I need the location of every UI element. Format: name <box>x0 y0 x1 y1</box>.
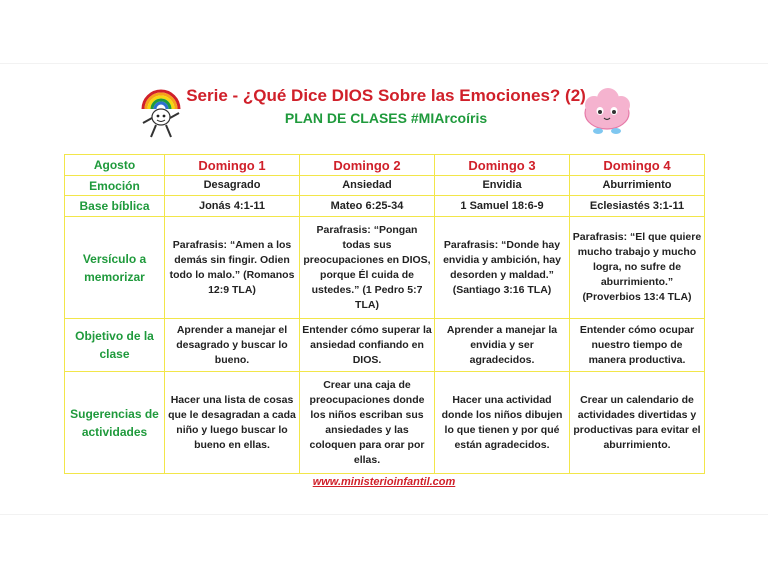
table-cell: Mateo 6:25-34 <box>300 196 435 217</box>
row-label: Versículo a memorizar <box>65 217 165 319</box>
table-cell: Eclesiastés 3:1-11 <box>570 196 705 217</box>
table-cell: Crear una caja de preocupaciones donde los niños escriban sus ansiedades y las coloquen para orar por ellas. <box>300 372 435 474</box>
table-cell: Aburrimiento <box>570 176 705 196</box>
table-row <box>65 319 705 372</box>
table-cell: Aprender a manejar el desagrado y buscar lo bueno. <box>165 319 300 372</box>
table-cell: Envidia <box>435 176 570 196</box>
page-subtitle: PLAN DE CLASES #MIArcoíris <box>284 110 488 126</box>
month-header: Agosto <box>65 155 165 176</box>
table-row <box>65 196 705 217</box>
website-link[interactable]: www.ministerioinfantil.com <box>312 476 456 488</box>
table-cell: Entender cómo ocupar nuestro tiempo de manera productiva. <box>570 319 705 372</box>
table-row <box>65 372 705 474</box>
page-title: Serie - ¿Qué Dice DIOS Sobre las Emociones? (2) <box>186 86 586 105</box>
table-row <box>65 217 705 319</box>
table-cell: Aprender a manejar la envidia y ser agradecidos. <box>435 319 570 372</box>
lesson-plan-table <box>64 154 705 474</box>
table-cell: Parafrasis: “Donde hay envidia y ambición, hay desorden y maldad.” (Santiago 3:16 TLA) <box>435 217 570 319</box>
row-label: Sugerencias de actividades <box>65 372 165 474</box>
table-cell: Hacer una actividad donde los niños dibujen lo que tienen y por qué están agradecidos. <box>435 372 570 474</box>
table-cell: Ansiedad <box>300 176 435 196</box>
table-cell: Entender cómo superar la ansiedad confiando en DIOS. <box>300 319 435 372</box>
pink-cloud-icon <box>578 85 636 137</box>
table-cell: Crear un calendario de actividades divertidas y productivas para evitar el aburrimiento. <box>570 372 705 474</box>
table-cell: Parafrasis: “Pongan todas sus preocupaciones en DIOS, porque Él cuida de ustedes.” (1 Pedro 5:7 TLA) <box>300 217 435 319</box>
row-label: Emoción <box>65 176 165 196</box>
row-label: Objetivo de la clase <box>65 319 165 372</box>
table-cell: Parafrasis: “El que quiere mucho trabajo y mucho logra, no sufre de aburrimiento.” (Proverbios 13:4 TLA) <box>570 217 705 319</box>
table-cell: 1 Samuel 18:6-9 <box>435 196 570 217</box>
table-cell: Parafrasis: “Amen a los demás sin fingir. Odien todo lo malo.” (Romanos 12:9 TLA) <box>165 217 300 319</box>
table-header-row <box>65 155 705 176</box>
column-header: Domingo 4 <box>570 155 705 176</box>
table-row <box>65 176 705 196</box>
column-header: Domingo 3 <box>435 155 570 176</box>
column-header: Domingo 2 <box>300 155 435 176</box>
row-label: Base bíblica <box>65 196 165 217</box>
column-header: Domingo 1 <box>165 155 300 176</box>
table-cell: Hacer una lista de cosas que le desagradan a cada niño y luego buscar lo bueno en ellas. <box>165 372 300 474</box>
table-cell: Jonás 4:1-11 <box>165 196 300 217</box>
table-cell: Desagrado <box>165 176 300 196</box>
rainbow-character-icon <box>137 83 185 141</box>
